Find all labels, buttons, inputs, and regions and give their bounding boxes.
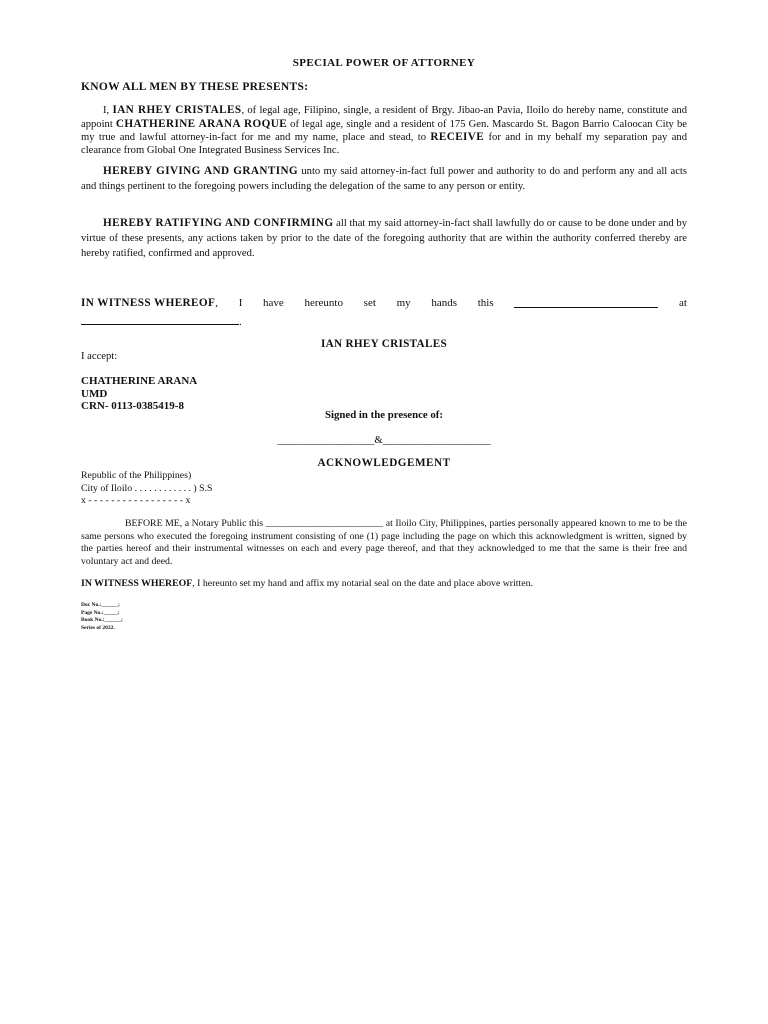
agent-block xyxy=(81,375,197,413)
acknowledgement-paragraph xyxy=(81,518,687,568)
doc-no: Doc No.:______; xyxy=(81,602,120,608)
appointment-paragraph xyxy=(81,104,687,157)
witness-word: this xyxy=(477,297,494,309)
book-no: Book No.:______; xyxy=(81,617,123,623)
para1-lead: I, xyxy=(103,105,113,116)
witness-word: my xyxy=(396,297,411,309)
salutation: KNOW ALL MEN BY THESE PRESENTS: xyxy=(81,81,309,93)
witness-word: set xyxy=(363,297,376,309)
principal-signature-name: IAN RHEY CRISTALES xyxy=(320,338,447,350)
witness-word: I xyxy=(238,297,243,309)
attorney-name: CHATHERINE ARANA ROQUE xyxy=(115,117,288,130)
witness-clause xyxy=(81,297,687,309)
witness-word: hereunto xyxy=(304,297,343,309)
agent-name: CHATHERINE ARANA xyxy=(81,375,198,387)
granting-text: unto my said attorney-in-fact full power and authority to do and perform any and all acts and things pertinent to the foregoing powers including the delegation of the same to any person or entity. xyxy=(81,166,687,192)
venue-block xyxy=(81,470,212,508)
presence-label: Signed in the presence of: xyxy=(325,409,443,421)
document-title: SPECIAL POWER OF ATTORNEY xyxy=(292,57,476,69)
witness-word: have xyxy=(263,297,284,309)
ratifying-label: HEREBY RATIFYING AND CONFIRMING xyxy=(103,217,334,229)
place-line xyxy=(81,314,242,328)
para1-text2: of legal age, single and a resident of 175 Gen. Mascardo St. Bagon Barrio Caloocan City be my true and lawful attorney-in-fact for me and my name, place and stead, to xyxy=(81,118,687,143)
ratifying-paragraph xyxy=(81,216,687,261)
para1-text1: , of legal age, Filipino, single, a resident of Brgy. Jibao-an Pavia, Iloilo do hereby name, constitute and appoint xyxy=(81,105,687,130)
agent-crn: CRN- 0113-0385419-8 xyxy=(81,400,184,412)
series: Series of 2022. xyxy=(81,624,115,631)
granting-label: HEREBY GIVING AND GRANTING xyxy=(103,165,299,177)
place-blank xyxy=(81,314,239,325)
page-no: Page No.:_____; xyxy=(81,609,120,616)
witness-label: IN WITNESS WHEREOF xyxy=(81,297,216,309)
accept-label: I accept: xyxy=(81,351,118,362)
venue-line-1: Republic of the Philippines) xyxy=(81,470,192,481)
granting-paragraph xyxy=(81,164,687,194)
notary-witness-label: IN WITNESS WHEREOF xyxy=(81,578,193,589)
notary-witness-paragraph xyxy=(81,578,687,591)
venue-line-3: x - - - - - - - - - - - - - - - - - x xyxy=(81,495,191,506)
para1-text3: for and in my behalf my separation pay and clearance from Global One Integrated Business Services Inc. xyxy=(81,132,687,156)
acknowledgement-title: ACKNOWLEDGEMENT xyxy=(317,457,451,469)
date-blank xyxy=(514,297,658,308)
venue-line-2: City of Iloilo . . . . . . . . . . . . ) S.S xyxy=(81,482,213,494)
receive-label: RECEIVE xyxy=(430,131,485,143)
ratifying-text: all that my said attorney-in-fact shall lawfully do or cause to be done under and by virtue of these presents, any actions taken by prior to the date of the foregoing authority that are within the authority conferred thereby are hereby ratified, confirmed and approved. xyxy=(81,218,687,259)
acknowledgement-text: BEFORE ME, a Notary Public this ________________________ at Iloilo City, Philippines, parties personally appeared known to me to be the same persons who executed the foregoing instrument consisting of one (1) page including the page on which this acknowledgment is written, signed by the parties hereof and their instrumental witnesses on each and every page thereof, and that they acknowledged to me that the same is their free and voluntary act and deed. xyxy=(81,518,687,567)
notary-witness-text: , I hereunto set my hand and affix my notarial seal on the date and place above written. xyxy=(192,578,533,589)
witness-word: , xyxy=(215,297,218,309)
place-end: . xyxy=(239,316,242,328)
witness-signature-lines: __________________&____________________ xyxy=(277,434,491,446)
principal-name: IAN RHEY CRISTALES xyxy=(112,104,242,116)
notarial-register xyxy=(81,602,123,632)
witness-at: at xyxy=(678,297,687,309)
witness-word: hands xyxy=(431,297,458,309)
agent-line2: UMD xyxy=(81,387,108,400)
